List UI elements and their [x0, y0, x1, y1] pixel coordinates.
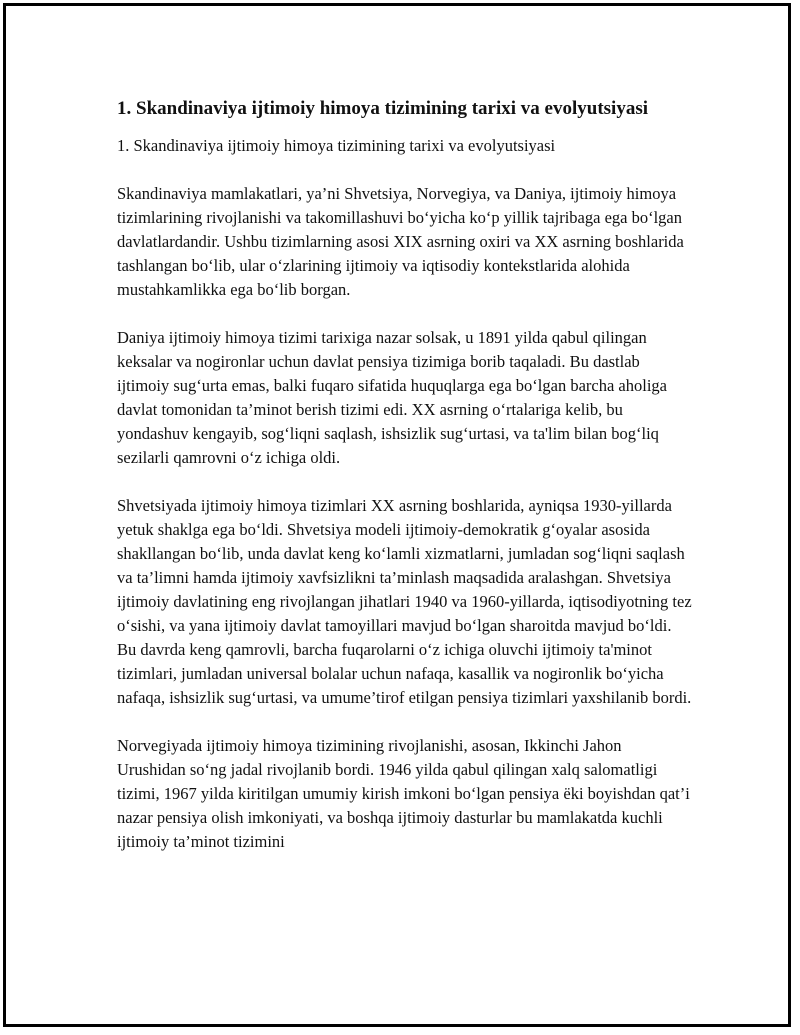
paragraph-sweden: Shvetsiyada ijtimoiy himoya tizimlari XX asrning boshlarida, ayniqsa 1930-yillarda yetuk shaklga ega bo‘ldi. Shvetsiya modeli ijtimoiy-demokratik g‘oyalar asosida shakllangan bo‘lib, unda davlat keng ko‘lamli xizmatlarni, jumladan sog‘liqni saqlash va ta’limni hamda ijtimoiy xavfsizlikni ta’minlash maqsadida aralashgan. Shvetsiya ijtimoiy davlatining eng rivojlangan jihatlari 1940 va 1960-yillarda, iqtisodiyotning tez o‘sishi, va yana ijtimoiy davlat tamoyillari mavjud bo‘lgan sharoitda mavjud bo‘ldi. Bu davrda keng qamrovli, barcha fuqarolarni o‘z ichiga oluvchi ijtimoiy ta'minot tizimlari, jumladan universal bolalar uchun nafaqa, kasallik va nogironlik bo‘yicha nafaqa, ishsizlik sug‘urtasi, va umume’tirof etilgan pensiya tizimlari yaxshilanib bordi. [117, 496, 692, 707]
document-body [117, 95, 692, 878]
section-subheading: 1. Skandinaviya ijtimoiy himoya tizimining tarixi va evolyutsiyasi [117, 136, 556, 155]
section-heading: 1. Skandinaviya ijtimoiy himoya tizimining tarixi va evolyutsiyasi [117, 98, 648, 119]
paragraph-intro: Skandinaviya mamlakatlari, ya’ni Shvetsiya, Norvegiya, va Daniya, ijtimoiy himoya tizimlarining rivojlanishi va takomillashuvi bo‘yicha ko‘p yillik tajribaga ega bo‘lgan davlatlardandir. Ushbu tizimlarning asosi XIX asrning oxiri va XX asrning boshlarida tashlangan bo‘lib, ular o‘zlarining ijtimoiy va iqtisodiy kontekstlarida alohida mustahkamlikka ega bo‘lib borgan. [117, 184, 684, 299]
paragraph-norway: Norvegiyada ijtimoiy himoya tizimining rivojlanishi, asosan, Ikkinchi Jahon Urushidan so‘ng jadal rivojlanib bordi. 1946 yilda qabul qilingan xalq salomatligi tizimi, 1967 yilda kiritilgan umumiy kirish imkoni bo‘lgan pensiya ёki boyishdan qat’i nazar pensiya olish imkoniyati, va boshqa ijtimoiy dasturlar bu mamlakatda kuchli ijtimoiy ta’minot tizimini [117, 736, 690, 851]
paragraph-denmark: Daniya ijtimoiy himoya tizimi tarixiga nazar solsak, u 1891 yilda qabul qilingan keksalar va nogironlar uchun davlat pensiya tizimiga borib taqaladi. Bu dastlab ijtimoiy sug‘urta emas, balki fuqaro sifatida huquqlarga ega bo‘lgan barcha aholiga davlat tomonidan ta’minot berish tizimi edi. XX asrning o‘rtalariga kelib, bu yondashuv kengayib, sog‘liqni saqlash, ishsizlik sug‘urtasi, va ta'lim bilan bog‘liq sezilarli qamrovni o‘z ichiga oldi. [117, 328, 667, 467]
